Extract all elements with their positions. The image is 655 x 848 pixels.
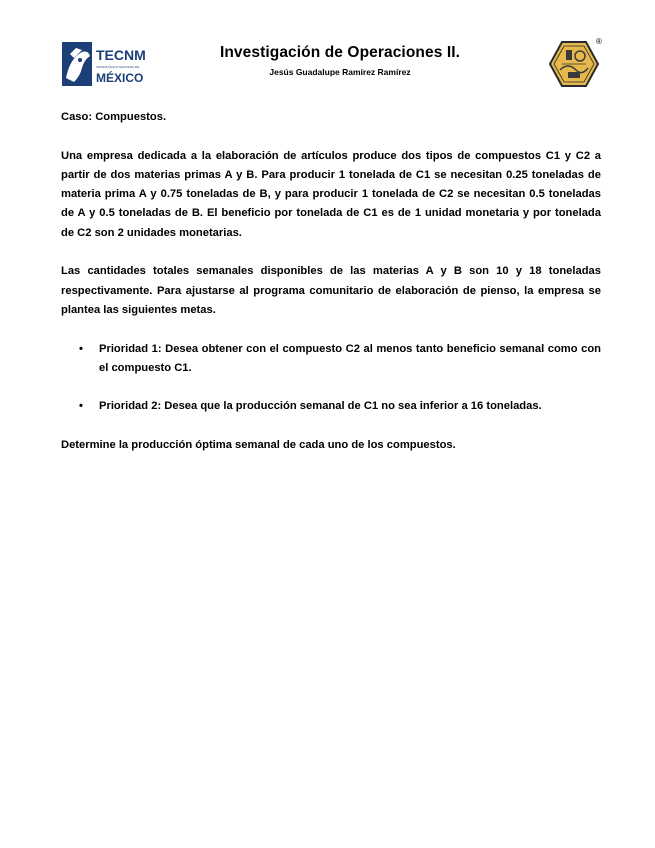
list-item [79, 397, 601, 416]
document-header [60, 36, 602, 96]
page-title: Investigación de Operaciones II. [219, 44, 461, 61]
bullet-icon: • [79, 342, 83, 355]
paragraph-problem: Una empresa dedicada a la elaboración de artículos produce dos tipos de compuestos C1 y C2 a partir de dos materias primas A y B. Para producir 1 tonelada de C1 se necesitan 0.25 toneladas de materia prima A y 0.75 toneladas de B, y para producir 1 tonelada de C2 se necesitan 0.5 toneladas de A y 0.5 toneladas de B. El beneficio por tonelada de C1 es de 1 unidad monetaria y por tonelada de C2 son 2 unidades monetarias. [61, 149, 601, 239]
document-body [61, 108, 601, 475]
registered-mark: ® [596, 37, 602, 46]
tecnm-logo-icon [60, 38, 152, 90]
list-item-text: Prioridad 1: Desea obtener con el compuesto C2 al menos tanto beneficio semanal como con el compuesto C1. [99, 342, 601, 374]
bullet-icon: • [79, 400, 83, 413]
paragraph-resources: Las cantidades totales semanales disponibles de las materias A y B son 10 y 18 toneladas respectivamente. Para ajustarse al programa comunitario de elaboración de pienso, la empresa se plantea las siguientes metas. [61, 265, 601, 316]
closing-question: Determine la producción óptima semanal de cada uno de los compuestos. [61, 439, 456, 452]
author-name: Jesús Guadalupe Ramírez Ramírez [269, 67, 411, 77]
list-item [79, 340, 601, 379]
svg-text:TECNOLÓGICO NACIONAL DE: TECNOLÓGICO NACIONAL DE [96, 65, 140, 69]
priority-list [61, 340, 601, 417]
mexico-logo-text: MÉXICO [96, 71, 144, 85]
case-title: Caso: Compuestos. [61, 111, 167, 123]
institution-seal-icon [546, 36, 602, 92]
tecnm-logo-text: TECNM [96, 47, 146, 63]
list-item-text: Prioridad 2: Desea que la producción semanal de C1 no sea inferior a 16 toneladas. [99, 400, 542, 413]
